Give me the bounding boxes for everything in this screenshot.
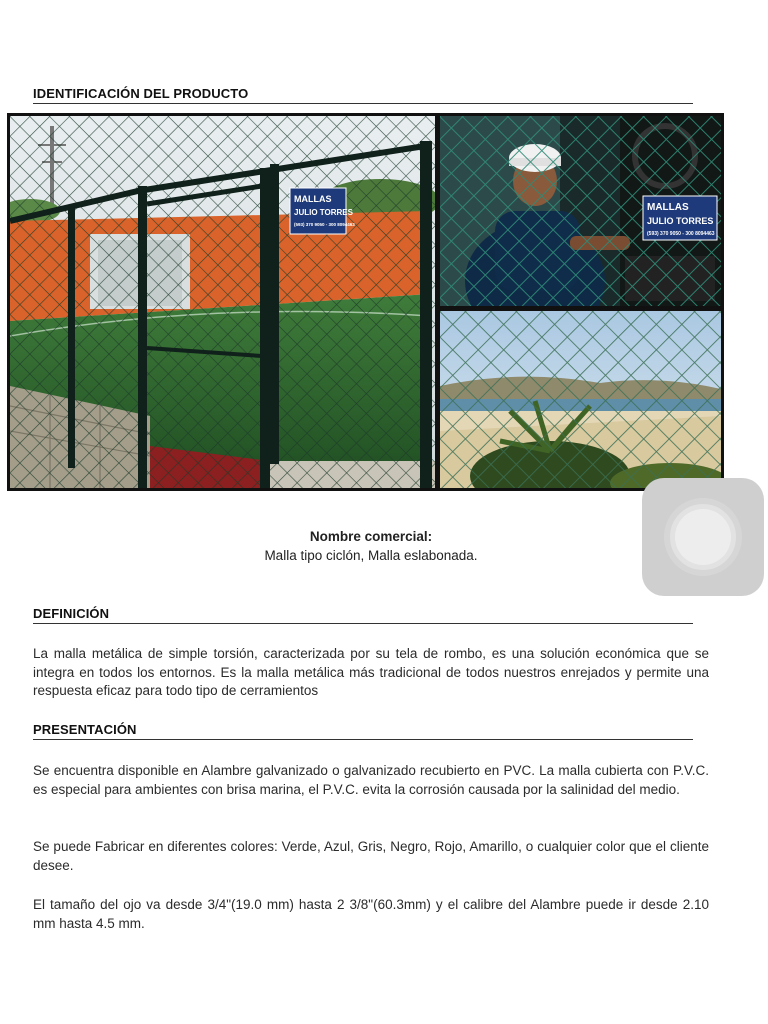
svg-text:MALLAS: MALLAS (647, 202, 689, 213)
photo-beach-mesh (440, 311, 721, 488)
presentation-paragraph-3: El tamaño del ojo va desde 3/4"(19.0 mm) hasta 2 3/8"(60.3mm) y el calibre del Alambre puede ir desde 2.10 mm hasta 4.5 mm. (33, 897, 709, 931)
commercial-name-label: Nombre comercial: (309, 529, 433, 544)
floating-assistive-button[interactable] (642, 478, 764, 596)
section-heading-identification: IDENTIFICACIÓN DEL PRODUCTO (33, 86, 693, 104)
mallas-sign-left (290, 188, 355, 234)
mallas-sign-right (643, 196, 717, 240)
section-heading-presentation: PRESENTACIÓN (33, 722, 693, 740)
presentation-paragraph-1: Se encuentra disponible en Alambre galvanizado o galvanizado recubierto en PVC. La malla cubierta con P.V.C. es especial para ambientes con brisa marina, el P.V.C. evita la corrosión causada por la salinidad del medio. (33, 763, 709, 797)
svg-text:(593) 370 9050 - 300 8094463: (593) 370 9050 - 300 8094463 (647, 231, 715, 237)
presentation-paragraph-2: Se puede Fabricar en diferentes colores: Verde, Azul, Gris, Negro, Rojo, Amarillo, o cualquier color que el cliente desee. (33, 839, 709, 873)
definition-paragraph: La malla metálica de simple torsión, caracterizada por su tela de rombo, es una solución económica que se integra en todos los entornos. Es la malla metálica más tradicional de todos nuestros enrejados y permite una respuesta eficaz para todo tipo de cerramientos (33, 646, 709, 698)
assistive-core-icon (675, 509, 731, 565)
product-photo-collage (7, 113, 724, 491)
commercial-name-value: Malla tipo ciclón, Malla eslabonada. (264, 548, 478, 563)
photo-soccer-field-fence (10, 116, 435, 488)
svg-text:(593) 370 9050 - 300 8094463: (593) 370 9050 - 300 8094463 (294, 222, 355, 227)
section-heading-definition: DEFINICIÓN (33, 606, 693, 624)
svg-text:JULIO TORRES: JULIO TORRES (647, 216, 714, 226)
svg-text:JULIO TORRES: JULIO TORRES (294, 208, 353, 217)
svg-text:MALLAS: MALLAS (294, 194, 332, 204)
photo-worker-installing (440, 116, 721, 306)
